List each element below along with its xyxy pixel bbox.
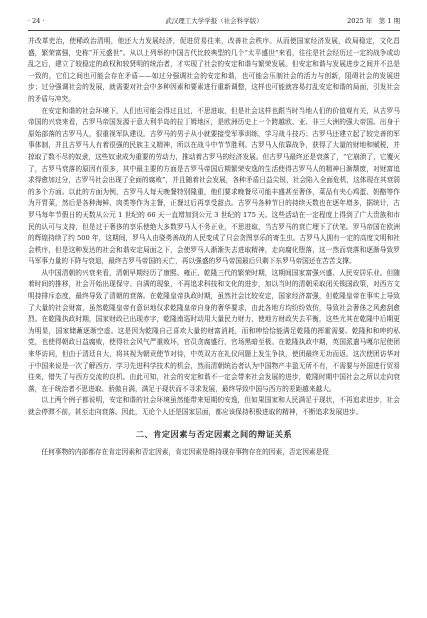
paragraph-1: 并改革吏治，使稀政治清明，他还大力发展经济，促进贸易往来，改善社会秩序。从而使国家经济发展，政局稳定，文化昌盛，繁荣富强，史称“开元盛世”。从以上列举的中国古代比较典型的几个“太平盛世”来看，往往是社会经历过一定的战争或动乱之后，建立了较稳定的政权和较贤明的统治者，才实现了社会的安定和谐与繁荣发展。但安定和谐与发展进步之间并不总是一致的，它们之间也可能会存在矛盾——如过分强调社会的安定和谐，也可能会压制社会的活力与创新，阻碍社会的发展进步；过分强调社会的发展，就需要对社会中多种因素和要素进行重新调整，这样也可能就容易打乱安定和谐的局面，引发社会的矛盾与冲突。 (28, 37, 400, 103)
paragraph-2: 在安定和谐的社会环境下，人们也可能会得过且过，不思进取，但是社会这样也跟当时当地人们的价值观有关，从古罗马帝国的兴衰来看，古罗马帝国发源于意大利半岛的拉丁姆地区，是欧洲历史上一个跨越欧、亚、非三大洲的强大帝国。出身于原始部落的古罗马人，很重视军队建设。古罗马的男子从小就要接受军事训练，学习战斗技巧；古罗马还建立起了较完善的军事体制，并且古罗马人有着很强的民族主义精神，所以在战斗中节节胜利。古罗马人依靠战争，获得了大量的财地和赋税，并掠取了数不尽的奴隶，这些奴隶成为重要的劳动力，推动着古罗马的经济发展。但古罗马最终还是衰落了，“它崩溃了，它覆灭了，古罗马衰落的原因有很多，其中最主要的方面是古罗马帝国后期繁荣安逸的生活使得古罗马人的精神日渐颓废，对财富追求得愈加过分，古罗马社会出现了全面的腐败”，并且随着社会发展，各种矛盾日益尖锐，社会陷入全面危机，这体现在其衰弱的多个方面。以此的方面为例，古罗马人每天晚餐特别隆重，他们要求晚餐尽可能丰盛甚至奢侈，菜品有夹心鸡蛋、奶酪等作为开胃菜，然后是各种海鲜、肉类等作为主餐，正餐过后再享受甜点。古罗马各种节日的持续天数也在逐年增多，据统计，古罗马每年节假日的天数从公元 1 世纪的 66 天一直增加到公元 3 世纪的 175 天。这些活动在一定程度上得到了广大贵族和市民的认可与支持，但是过于奢侈的享乐使绝大多数罗马人不务正业，不思进取，当古罗马的衰亡埋下了伏笔。罗马帝国在欧洲的辉煌持续了约 500 年，这期间，罗马人由骁勇善战的人民变成了只会贪图享乐的寄生虫。古罗马人拥有一定的高度文明和社会秩序，但是这种发达的社会和谐安定局面之下，会使罗马人渐渐失去进取精神，走向腐化堕落，这一然而衰落和逐渐导致罗马军事力量的下降与衰退，最终古罗马帝国的天亡，再以强盛的罗马帝国最后只剩下东罗马帝国还在苦苦支撑。 (28, 106, 400, 266)
issue-label: 2025 年 第 1 期 (347, 17, 400, 25)
header-divider (28, 30, 400, 31)
section-heading: 二、肯定因素与否定因素之间的辩证关系 (135, 428, 293, 439)
page-number: · 24 · (28, 17, 45, 25)
paragraph-4: 以上两个例子都说明，安定和谐的社会环境虽然能带来短期的安逸，但如果国家和人民满足于现状，不再追求进步，社会就会停滞不前，甚至走向衰落。因此，无论个人还是国家层面，都应该保持积极进取的精神，不断追求发展进步。 (28, 396, 400, 416)
journal-title: 武汉理工大学学报（社会科学版） (165, 17, 263, 25)
paragraph-3: 从中国清朝的兴衰来看，清朝早期经历了康熙、雍正、乾隆三代的繁荣时期，这期间国家富强兴盛、人民安居乐业。但随着时间的推移，社会开始出现保守、自满的现象，不再追求科技和文化的进步，加以当时的清朝采取闭关锁国政策，对西方文明持排斥态度，最终导致了清朝的衰落。在乾隆皇帝执政时期，虽然社会比较安定，国家经济富强，但乾隆皇帝在事实上导致了大量的社会财富，虽然乾隆皇帝有意识地仅求乾隆皇帝自身的奢华要求，由此各地方均纷纷效仿，导致社会奢侈之风愈刮愈烈。在乾隆执政时期，国家财政已出现赤字，乾隆南巡时动用大量民力财力，使地方财政失去平衡，这些尤其在乾隆中后期更为明显，国家储蓄逐渐空虚。这是因为乾隆自己喜欢大量的财富消耗，而和珅恰恰能满足乾隆的挥霍需要。乾隆和和珅的私党，也使得朝政日益腐败，使得社会风气严重败坏，官员贪腐盛行，官场黑暗至极。在乾隆执政中期，英国派遣马嘎尔尼使团来华访问，但由于清廷自大，将其视为朝贡使节对待，中英双方在礼仪问题上发生争执，使团最终无功而返。这次使团访华对于中国来说是一次了解西方、学习先进科学技术的机会，然而清朝统治者认为中国物产丰盈无所不有，不需要与外国进行贸易往来，错失了与西方交流的良机。由此可知，社会的安定和谐不一定会带来社会发展的进步，乾隆时期中国社会之所以走向衰落，在于统治者不思进取、骄傲自满，满足于现状而不寻求发展，最终导致中国与西方的差距越来越大。 (28, 268, 400, 393)
paragraph-5: 任何事物的内部都存在肯定因素和否定因素，肯定因素是维持现存事物存在的因素，否定因素是促 (41, 447, 329, 456)
running-header (28, 14, 400, 28)
article-body (28, 36, 400, 458)
